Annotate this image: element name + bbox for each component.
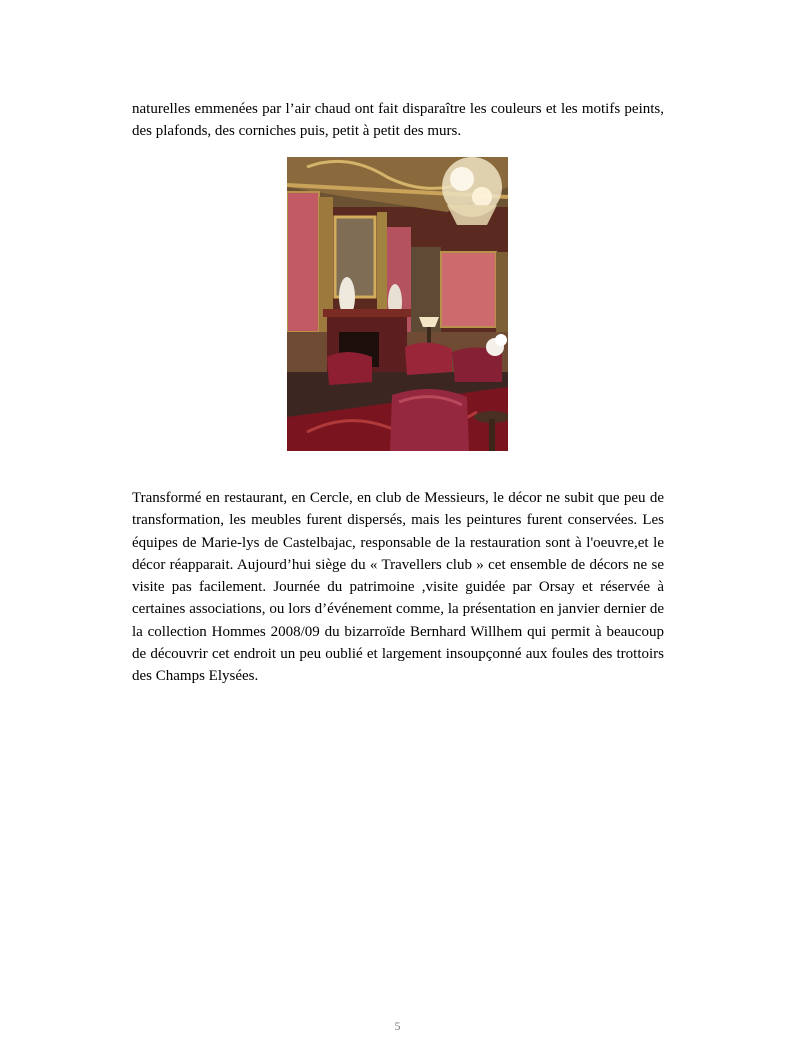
salon-interior-photo <box>287 157 508 451</box>
paragraph-travellers-club: Transformé en restaurant, en Cercle, en club de Messieurs, le décor ne subit que peu de transformation, les meubles furent dispersés, mais les peintures furent conservées. Les équipes de Marie-lys de Castelbajac, responsable de la restauration sont à l'oeuvre,et le décor réapparait. Aujourd’hui siège du « Travellers club » cet ensemble de décors ne se visite pas facilement. Journée du patrimoine ,visite guidée par Orsay et réservée à certaines associations, ou lors d’événement comme, la présentation en janvier dernier de la collection Hommes 2008/09 du bizarroïde Bernhard Willhem qui permit à beaucoup de découvrir cet endroit un peu oublié et largement insoupçonné aux foules des trottoirs des Champs Elysées. <box>132 490 664 685</box>
page-number: 5 <box>394 1019 401 1033</box>
paragraph-continuation: naturelles emmenées par l’air chaud ont fait disparaître les couleurs et les motifs peints, des plafonds, des corniches puis, petit à petit des murs. <box>132 101 664 140</box>
